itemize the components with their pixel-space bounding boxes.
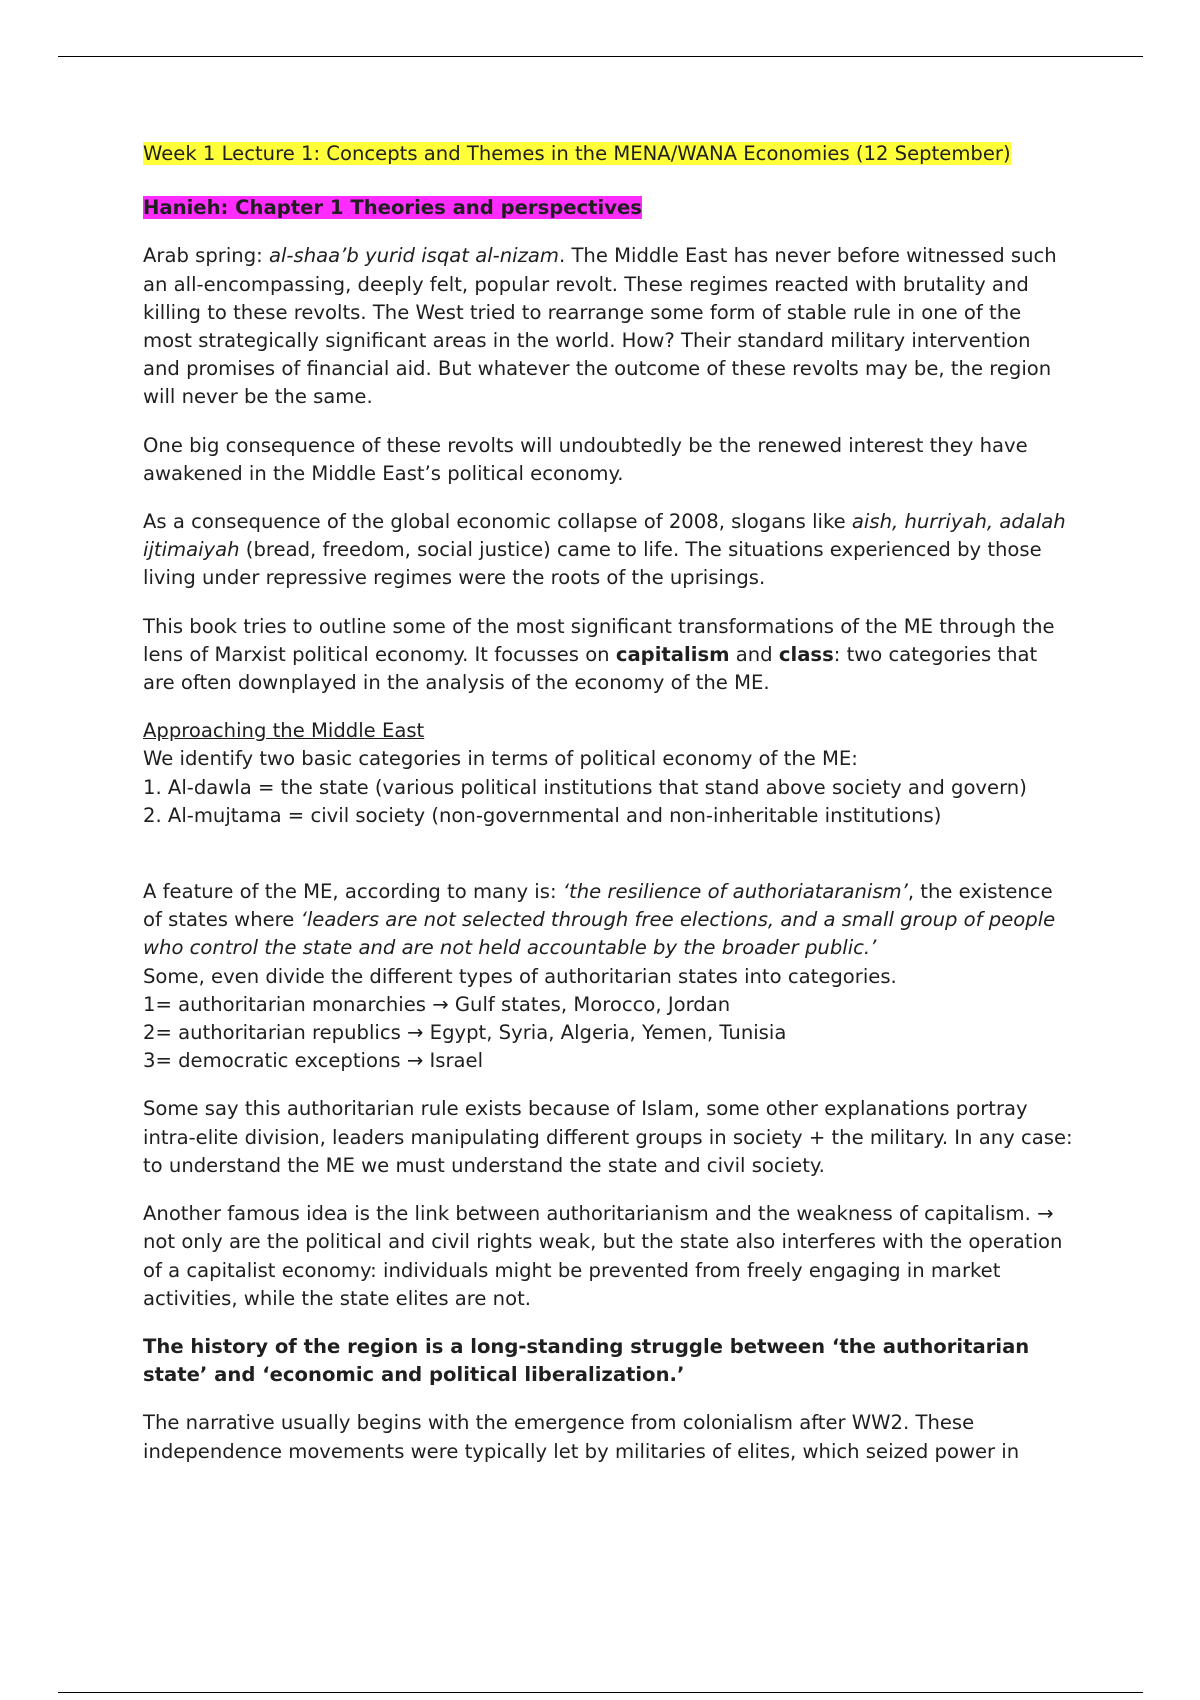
p3-lead: As a consequence of the global economic collapse of 2008, slogans like	[143, 510, 852, 534]
page-top-rule	[58, 56, 1143, 57]
section-heading: Approaching the Middle East	[143, 719, 425, 743]
p5-category-1: 1= authoritarian monarchies → Gulf states, Morocco, Jordan	[143, 992, 731, 1016]
paragraph-capitalism: Another famous idea is the link between authoritarianism and the weakness of capitalism. → not only are the political and civil rights weak, but the state also interferes with the operation of a capitalist economy: individuals might be prevented from freely engaging in market activities, while the state elites are not.	[143, 1202, 1063, 1310]
p1-rest: . The Middle East has never before witnessed such an all-encompassing, deeply felt, popular revolt. These regimes reacted with brutality and killing to these revolts. The West tried to rearrange some form of stable rule in one of the most strategically significant areas in the world. How? Their standard military intervention and promises of financial aid. But whatever the outcome of these revolts may be, the region will never be the same.	[143, 244, 1057, 409]
p4-bold-class: class	[778, 642, 834, 666]
p5-italic-1: ‘the resilience of authoriataranism’	[562, 880, 908, 904]
p4-mid: and	[729, 642, 779, 666]
title-highlight: Week 1 Lecture 1: Concepts and Themes in the MENA/WANA Economies (12 September)	[143, 142, 1011, 165]
p3-rest: (bread, freedom, social justice) came to life. The situations experienced by those living under repressive regimes were the roots of the uprisings.	[143, 538, 1042, 590]
paragraph-islam: Some say this authoritarian rule exists because of Islam, some other explanations portray intra-elite division, leaders manipulating different groups in society + the military. In any case: to understand the ME we must understand the state and civil society.	[143, 1097, 1073, 1177]
p5-category-3: 3= democratic exceptions → Israel	[143, 1049, 484, 1073]
document-body	[143, 140, 1073, 1466]
p4-rest: : two categories that are often downplayed in the analysis of the economy of the ME.	[143, 642, 1038, 695]
p5-mid: , the existence of states where	[143, 880, 1053, 932]
p5-category-2: 2= authoritarian republics → Egypt, Syria, Algeria, Yemen, Tunisia	[143, 1021, 787, 1045]
section-item-2: 2. Al-mujtama = civil society (non-governmental and non-inheritable institutions)	[143, 803, 942, 827]
section-item-1: 1. Al-dawla = the state (various political institutions that stand above society and govern)	[143, 775, 1027, 799]
p1-lead: Arab spring:	[143, 244, 269, 268]
p3-italic: aish, hurriyah, adalah ijtimaiyah	[143, 510, 1066, 562]
chapter-heading-highlight: Hanieh: Chapter 1 Theories and perspectives	[143, 196, 642, 220]
paragraph-consequence: One big consequence of these revolts will undoubtedly be the renewed interest they have awakened in the Middle East’s political economy.	[143, 433, 1028, 485]
p5-categories-intro: Some, even divide the different types of authoritarian states into categories.	[143, 964, 897, 988]
p5-main	[143, 878, 1073, 963]
p4-bold-capitalism: capitalism	[615, 642, 730, 666]
p5-italic-2: ‘leaders are not selected through free elections, and a small group of people who control the state and are not held accountable by the broader public.’	[143, 908, 1056, 960]
p1-italic: al-shaa’b yurid isqat al-nizam	[268, 244, 559, 268]
p5-lead: A feature of the ME, according to many is:	[143, 880, 563, 904]
paragraph-arab-spring	[143, 242, 1073, 411]
paragraph-narrative: The narrative usually begins with the emergence from colonialism after WW2. These independence movements were typically let by militaries of elites, which seized power in	[143, 1411, 1020, 1463]
p4-lead: This book tries to outline some of the most significant transformations of the ME through the lens of Marxist political economy. It focusses on	[143, 614, 1055, 666]
page-bottom-rule	[58, 1692, 1143, 1693]
section-approaching	[143, 717, 1073, 830]
chapter-heading	[143, 194, 1073, 222]
paragraph-2008	[143, 508, 1073, 593]
paragraph-history-bold: The history of the region is a long-standing struggle between ‘the authoritarian state’ and ‘economic and political liberalization.’	[143, 1334, 1030, 1387]
document-title	[143, 140, 1073, 168]
paragraph-book	[143, 613, 1073, 698]
paragraph-authoritarianism	[143, 878, 1073, 1075]
section-intro: We identify two basic categories in terms of political economy of the ME:	[143, 747, 858, 771]
